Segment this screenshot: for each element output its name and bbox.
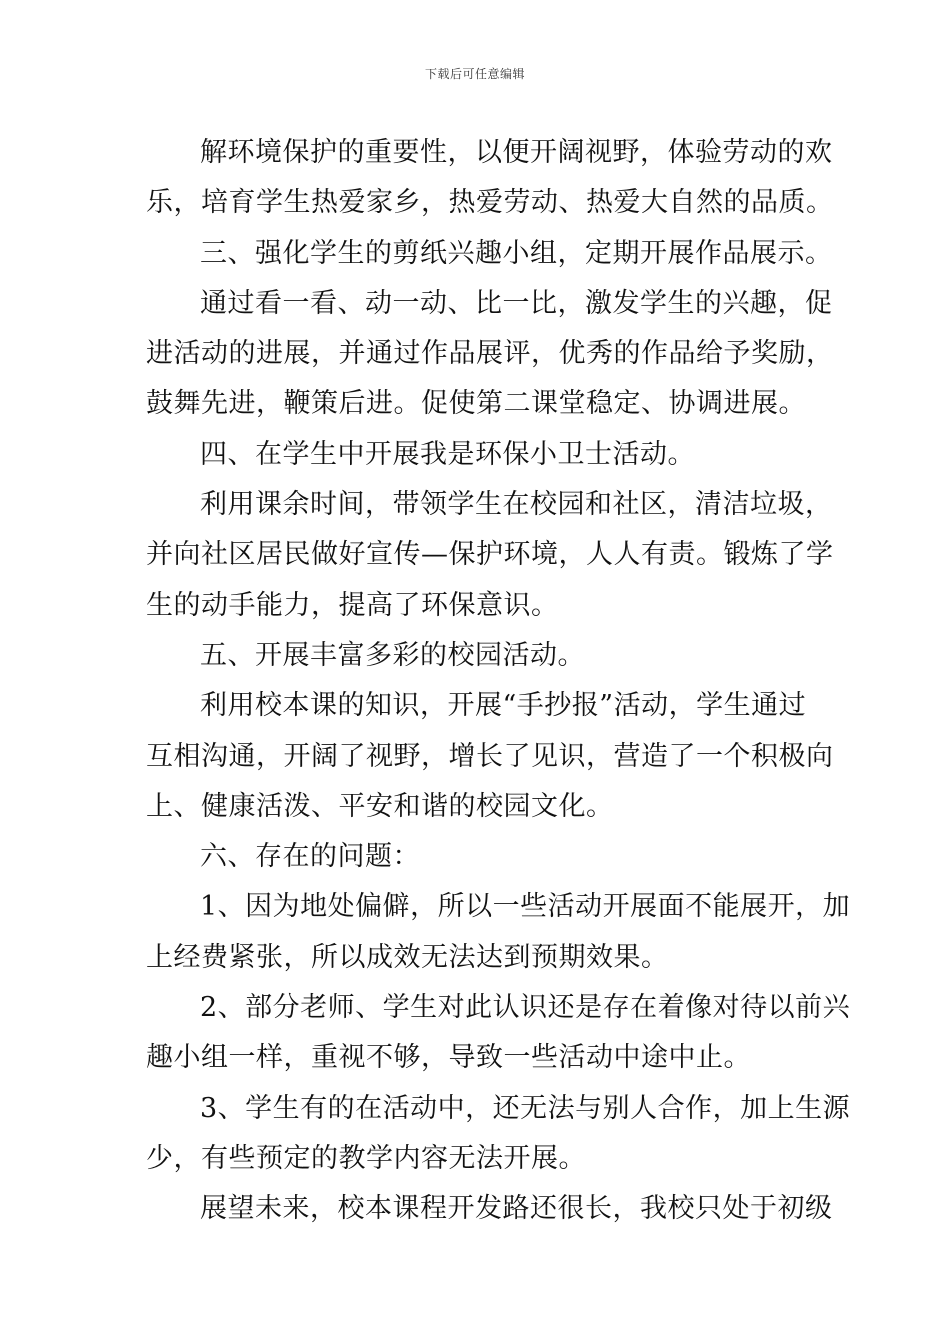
section-heading: 五、开展丰富多彩的校园活动。 — [200, 639, 585, 671]
paragraph-line: 通过看一看、动一动、比一比，激发学生的兴趣，促 — [200, 287, 833, 319]
paragraph-line: 上、健康活泼、平安和谐的校园文化。 — [146, 790, 614, 822]
list-item-line: 1、因为地处偏僻，所以一些活动开展面不能展开，加 — [200, 891, 851, 923]
paragraph-line: 鼓舞先进，鞭策后进。促使第二课堂稳定、协调进展。 — [146, 388, 806, 420]
document-body — [146, 128, 851, 1235]
list-item-line: 少，有些预定的教学内容无法开展。 — [146, 1142, 586, 1174]
paragraph-line: 进活动的进展，并通过作品展评，优秀的作品给予奖励， — [146, 338, 834, 370]
paragraph-line: 解环境保护的重要性，以便开阔视野，体验劳动的欢 — [200, 137, 833, 168]
list-item-line: 2、部分老师、学生对此认识还是存在着像对待以前兴 — [200, 992, 851, 1024]
page-header: 下载后可任意编辑 — [424, 67, 525, 81]
paragraph-line: 利用校本课的知识，开展“手抄报”活动，学生通过 — [200, 690, 807, 722]
section-heading: 三、强化学生的剪纸兴趣小组，定期开展作品展示。 — [200, 237, 833, 269]
paragraph-line: 互相沟通，开阔了视野，增长了见识，营造了一个积极向 — [146, 740, 834, 772]
paragraph-line: 生的动手能力，提高了环保意识。 — [146, 589, 559, 621]
list-item-line: 趣小组一样，重视不够，导致一些活动中途中止。 — [146, 1042, 751, 1074]
paragraph-line: 乐，培育学生热爱家乡，热爱劳动、热爱大自然的品质。 — [146, 187, 834, 219]
paragraph-line: 并向社区居民做好宣传—保护环境，人人有责。锻炼了学 — [146, 539, 834, 571]
paragraph-line: 利用课余时间，带领学生在校园和社区，清洁垃圾， — [200, 489, 833, 521]
paragraph-line: 展望未来，校本课程开发路还很长，我校只处于初级 — [200, 1193, 833, 1225]
section-heading: 四、在学生中开展我是环保小卫士活动。 — [200, 438, 695, 470]
list-item-line: 上经费紧张，所以成效无法达到预期效果。 — [146, 941, 669, 973]
section-heading: 六、存在的问题： — [200, 841, 420, 873]
list-item-line: 3、学生有的在活动中，还无法与别人合作，加上生源 — [200, 1092, 851, 1124]
